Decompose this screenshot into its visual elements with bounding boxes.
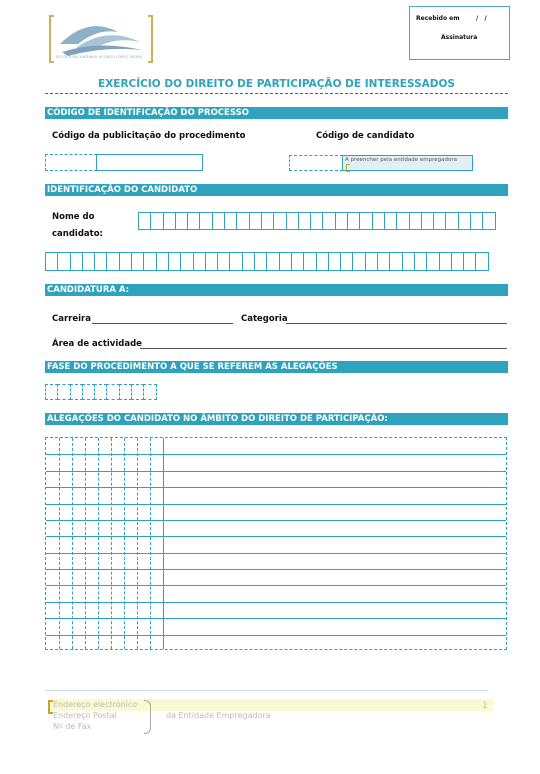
candidate-code-label: Código de candidato [316,131,415,141]
char-box[interactable] [310,212,323,230]
name-char-row-2[interactable] [45,252,489,271]
grid-column-line [150,438,151,649]
publication-code-field[interactable] [96,154,203,171]
char-box[interactable] [163,212,176,230]
char-box[interactable] [138,212,151,230]
footer-postal: Endereço Postal [53,711,117,720]
grid-row-line [46,487,506,488]
grid-row-line [46,635,506,636]
char-box[interactable] [458,212,471,230]
page-number: 1 [482,701,488,711]
char-box[interactable] [131,252,144,271]
footer-entity: da Entidade Empregadora [166,711,271,720]
char-box[interactable] [187,212,200,230]
char-box[interactable] [119,384,132,400]
char-box[interactable] [224,212,237,230]
char-box[interactable] [150,212,163,230]
grid-column-line [85,438,86,649]
footer-email: Endereço electrónico [53,700,138,709]
char-box[interactable] [242,252,255,271]
char-box[interactable] [414,252,427,271]
char-box[interactable] [439,252,452,271]
char-box[interactable] [291,252,304,271]
publication-code-field-prefix[interactable] [45,154,97,171]
footer-brace-icon [144,700,151,734]
reception-stamp-box [409,6,510,60]
char-box[interactable] [131,384,144,400]
char-box[interactable] [261,212,274,230]
grid-row-line [46,618,506,619]
career-label: Carreira [52,314,91,324]
char-box[interactable] [340,252,353,271]
employer-note-box [342,155,473,171]
claims-section-header: ALEGAÇÕES DO CANDIDATO NO ÂMBITO DO DIREITO DE PARTICIPAÇÃO: [45,413,508,425]
grid-row-line [46,536,506,537]
claims-grid[interactable] [45,437,507,650]
char-box[interactable] [384,212,397,230]
footer-divider [45,690,488,691]
char-box[interactable] [286,212,299,230]
note-bracket-icon [346,164,350,172]
signature-label: Assinatura [441,34,478,41]
char-box[interactable] [475,252,488,271]
char-box[interactable] [156,252,169,271]
grid-row-line [46,585,506,586]
application-section-header: CANDIDATURA A: [45,284,508,296]
phase-char-row[interactable] [45,384,157,400]
received-date-label: Recebido em [416,15,460,22]
char-box[interactable] [328,252,341,271]
char-box[interactable] [168,252,181,271]
char-box[interactable] [426,252,439,271]
grid-column-line [59,438,60,649]
char-box[interactable] [106,252,119,271]
char-box[interactable] [82,384,95,400]
char-box[interactable] [445,212,458,230]
char-box[interactable] [193,252,206,271]
category-input[interactable] [286,323,507,324]
char-box[interactable] [57,252,70,271]
char-box[interactable] [143,252,156,271]
phase-section-header: FASE DO PROCEDIMENTO A QUE SE REFEREM AS ALEGAÇÕES [45,361,508,373]
char-box[interactable] [279,252,292,271]
name-char-row-1[interactable] [138,212,496,230]
char-box[interactable] [94,384,107,400]
candidate-code-field[interactable] [289,155,343,171]
char-box[interactable] [45,252,58,271]
char-box[interactable] [70,252,83,271]
char-box[interactable] [359,212,372,230]
career-input[interactable] [92,323,233,324]
char-box[interactable] [335,212,348,230]
name-label-line1: Nome do [52,212,95,222]
grid-row-line [46,504,506,505]
char-box[interactable] [402,252,415,271]
grid-column-line [137,438,138,649]
candidate-section-header: IDENTIFICAÇÃO DO CANDIDATO [45,184,508,196]
char-box[interactable] [254,252,267,271]
char-box[interactable] [303,252,316,271]
char-box[interactable] [199,212,212,230]
char-box[interactable] [470,212,483,230]
grid-column-line [124,438,125,649]
grid-column-line [72,438,73,649]
char-box[interactable] [229,252,242,271]
char-box[interactable] [249,212,262,230]
category-label: Categoria [241,314,288,324]
footer-fax: Nº de Fax [53,722,92,731]
char-box[interactable] [106,384,119,400]
char-box[interactable] [409,212,422,230]
char-box[interactable] [377,252,390,271]
title-divider [45,93,508,94]
char-box[interactable] [463,252,476,271]
received-date-slashes: / / [476,15,487,22]
grid-row-line [46,520,506,521]
grid-row-line [46,569,506,570]
char-box[interactable] [421,212,434,230]
employer-note: A preencher pela entidade empregadora [345,157,457,163]
char-box[interactable] [372,212,385,230]
grid-row-line [46,553,506,554]
char-box[interactable] [316,252,329,271]
char-box[interactable] [70,384,83,400]
char-box[interactable] [205,252,218,271]
page-title: EXERCÍCIO DO DIREITO DE PARTICIPAÇÃO DE INTERESSADOS [98,78,455,90]
char-box[interactable] [94,252,107,271]
char-box[interactable] [365,252,378,271]
logo-caption: ESCOLA SECUNDÁRIA AFONSO LOPES VIEIRA [56,55,143,59]
char-box[interactable] [433,212,446,230]
char-box[interactable] [212,212,225,230]
char-box[interactable] [57,384,70,400]
grid-column-line [111,438,112,649]
grid-row-line [46,471,506,472]
char-box[interactable] [143,384,156,400]
char-box[interactable] [298,212,311,230]
char-box[interactable] [482,212,495,230]
char-box[interactable] [82,252,95,271]
process-section-header: CÓDIGO DE IDENTIFICAÇÃO DO PROCESSO [45,107,508,119]
grid-column-line [98,438,99,649]
char-box[interactable] [45,384,58,400]
char-box[interactable] [180,252,193,271]
char-box[interactable] [119,252,132,271]
char-box[interactable] [347,212,360,230]
char-box[interactable] [273,212,286,230]
name-label-line2: candidato: [52,229,103,239]
grid-main-column-line [163,438,164,649]
char-box[interactable] [322,212,335,230]
grid-row-line [46,602,506,603]
grid-row-line [46,454,506,455]
char-box[interactable] [266,252,279,271]
char-box[interactable] [175,212,188,230]
publication-code-label: Código da publicitação do procedimento [52,131,246,141]
char-box[interactable] [236,212,249,230]
char-box[interactable] [396,212,409,230]
char-box[interactable] [451,252,464,271]
char-box[interactable] [352,252,365,271]
activity-area-label: Área de actividade [52,339,142,349]
activity-area-input[interactable] [140,348,507,349]
char-box[interactable] [389,252,402,271]
char-box[interactable] [217,252,230,271]
